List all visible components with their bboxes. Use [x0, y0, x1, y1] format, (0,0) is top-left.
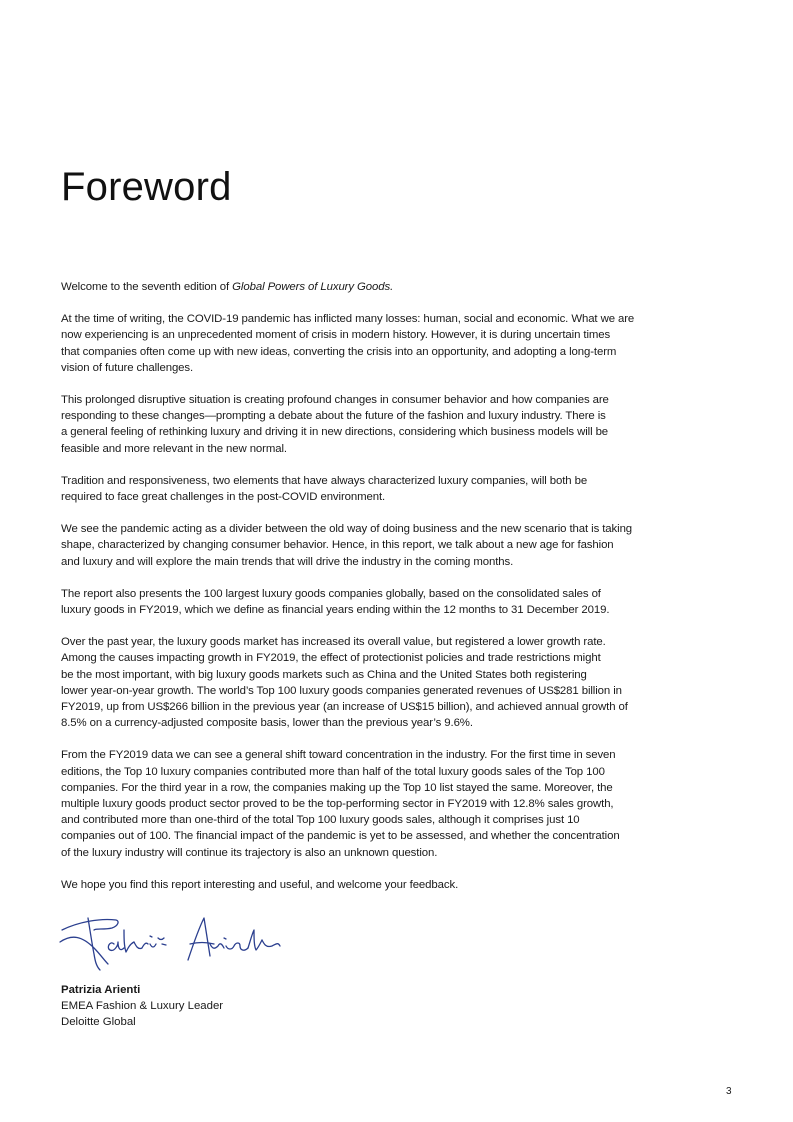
- paragraph-line: Over the past year, the luxury goods market has increased its overall value, but registered a lower growth rate.: [61, 636, 606, 649]
- paragraph-line: responding to these changes—prompting a debate about the future of the fashion and luxury industry. There is: [61, 410, 606, 423]
- paragraph-covid-impact: [61, 311, 661, 376]
- signatory-organization: Deloitte Global: [61, 1016, 136, 1029]
- paragraph-line: Among the causes impacting growth in FY2019, the effect of protectionist policies and trade restrictions might: [61, 652, 601, 665]
- signature-strokes: [58, 908, 288, 976]
- paragraph-report-scope: [61, 586, 661, 618]
- paragraph-line: and contributed more than one-third of the total Top 100 luxury goods sales, although it comprises just 10: [61, 814, 580, 827]
- paragraph-line: Tradition and responsiveness, two elements that have always characterized luxury companies, will both be: [61, 474, 588, 487]
- signatory-role: EMEA Fashion & Luxury Leader: [61, 1000, 224, 1013]
- signatory-block: [61, 982, 223, 1031]
- paragraph-welcome: [61, 279, 661, 295]
- paragraph-line: At the time of writing, the COVID-19 pandemic has inflicted many losses: human, social and economic. What we are: [61, 313, 635, 326]
- foreword-body: [61, 279, 661, 909]
- signatory-name: Patrizia Arienti: [61, 984, 141, 996]
- paragraph-line: required to face great challenges in the post-COVID environment.: [61, 491, 386, 504]
- paragraph-market-growth: [61, 634, 661, 731]
- paragraph-line: We hope you find this report interesting and useful, and welcome your feedback.: [61, 878, 459, 891]
- paragraph-line: companies out of 100. The financial impact of the pandemic is yet to be assessed, and whether the concentration: [61, 830, 620, 843]
- paragraph-line: From the FY2019 data we can see a general shift toward concentration in the industry. For the first time in seven: [61, 749, 616, 762]
- paragraph-concentration: [61, 747, 661, 860]
- paragraph-line: companies. For the third year in a row, the companies making up the Top 10 list stayed the same. Moreover, the: [61, 781, 613, 794]
- page-number: 3: [726, 1086, 732, 1097]
- paragraph-line: feasible and more relevant in the new normal.: [61, 442, 287, 455]
- welcome-text: Welcome to the seventh edition of: [61, 281, 230, 293]
- paragraph-line: The report also presents the 100 largest luxury goods companies globally, based on the consolidated sales of: [61, 587, 601, 600]
- paragraph-line: [61, 279, 661, 295]
- paragraph-line: shape, characterized by changing consumer behavior. Hence, in this report, we talk about a new age for fashion: [61, 539, 614, 552]
- paragraph-line: of the luxury industry will continue its trajectory is also an unknown question.: [61, 846, 438, 859]
- paragraph-line: This prolonged disruptive situation is creating profound changes in consumer behavior and how companies are: [61, 394, 609, 407]
- paragraph-line: vision of future challenges.: [61, 361, 194, 374]
- paragraph-line: a general feeling of rethinking luxury and driving it in new directions, considering which business models will be: [61, 426, 609, 439]
- page-title: Foreword: [61, 165, 232, 209]
- paragraph-line: and luxury and will explore the main trends that will drive the industry in the coming months.: [61, 555, 514, 568]
- paragraph-line: lower year-on-year growth. The world’s Top 100 luxury goods companies generated revenues of US$281 billion in: [61, 684, 622, 697]
- paragraph-line: FY2019, up from US$266 billion in the previous year (an increase of US$15 billion), and achieved annual growth of: [61, 701, 628, 714]
- paragraph-divider: [61, 521, 661, 570]
- paragraph-line: We see the pandemic acting as a divider between the old way of doing business and the new scenario that is taking: [61, 523, 633, 536]
- paragraph-line: editions, the Top 10 luxury companies contributed more than half of the total luxury goods sales of the Top 100: [61, 765, 605, 778]
- paragraph-closing: [61, 877, 661, 893]
- paragraph-line: luxury goods in FY2019, which we define as financial years ending within the 12 months to 31 December 2019.: [61, 604, 610, 617]
- paragraph-tradition: [61, 473, 661, 505]
- paragraph-line: now experiencing is an unprecedented moment of crisis in modern history. However, it is during uncertain times: [61, 329, 611, 342]
- paragraph-disruption: [61, 392, 661, 457]
- paragraph-line: that companies often come up with new ideas, converting the crisis into an opportunity, and adopting a long-term: [61, 345, 617, 358]
- paragraph-line: be the most important, with big luxury goods markets such as China and the United States both registering: [61, 668, 587, 681]
- paragraph-line: 8.5% on a currency-adjusted composite basis, lower than the previous year’s 9.6%.: [61, 717, 473, 730]
- handwritten-signature: [58, 908, 288, 976]
- paragraph-line: multiple luxury goods product sector proved to be the top-performing sector in FY2019 with 12.8% sales growth,: [61, 798, 614, 811]
- report-title-italic: Global Powers of Luxury Goods.: [232, 281, 394, 293]
